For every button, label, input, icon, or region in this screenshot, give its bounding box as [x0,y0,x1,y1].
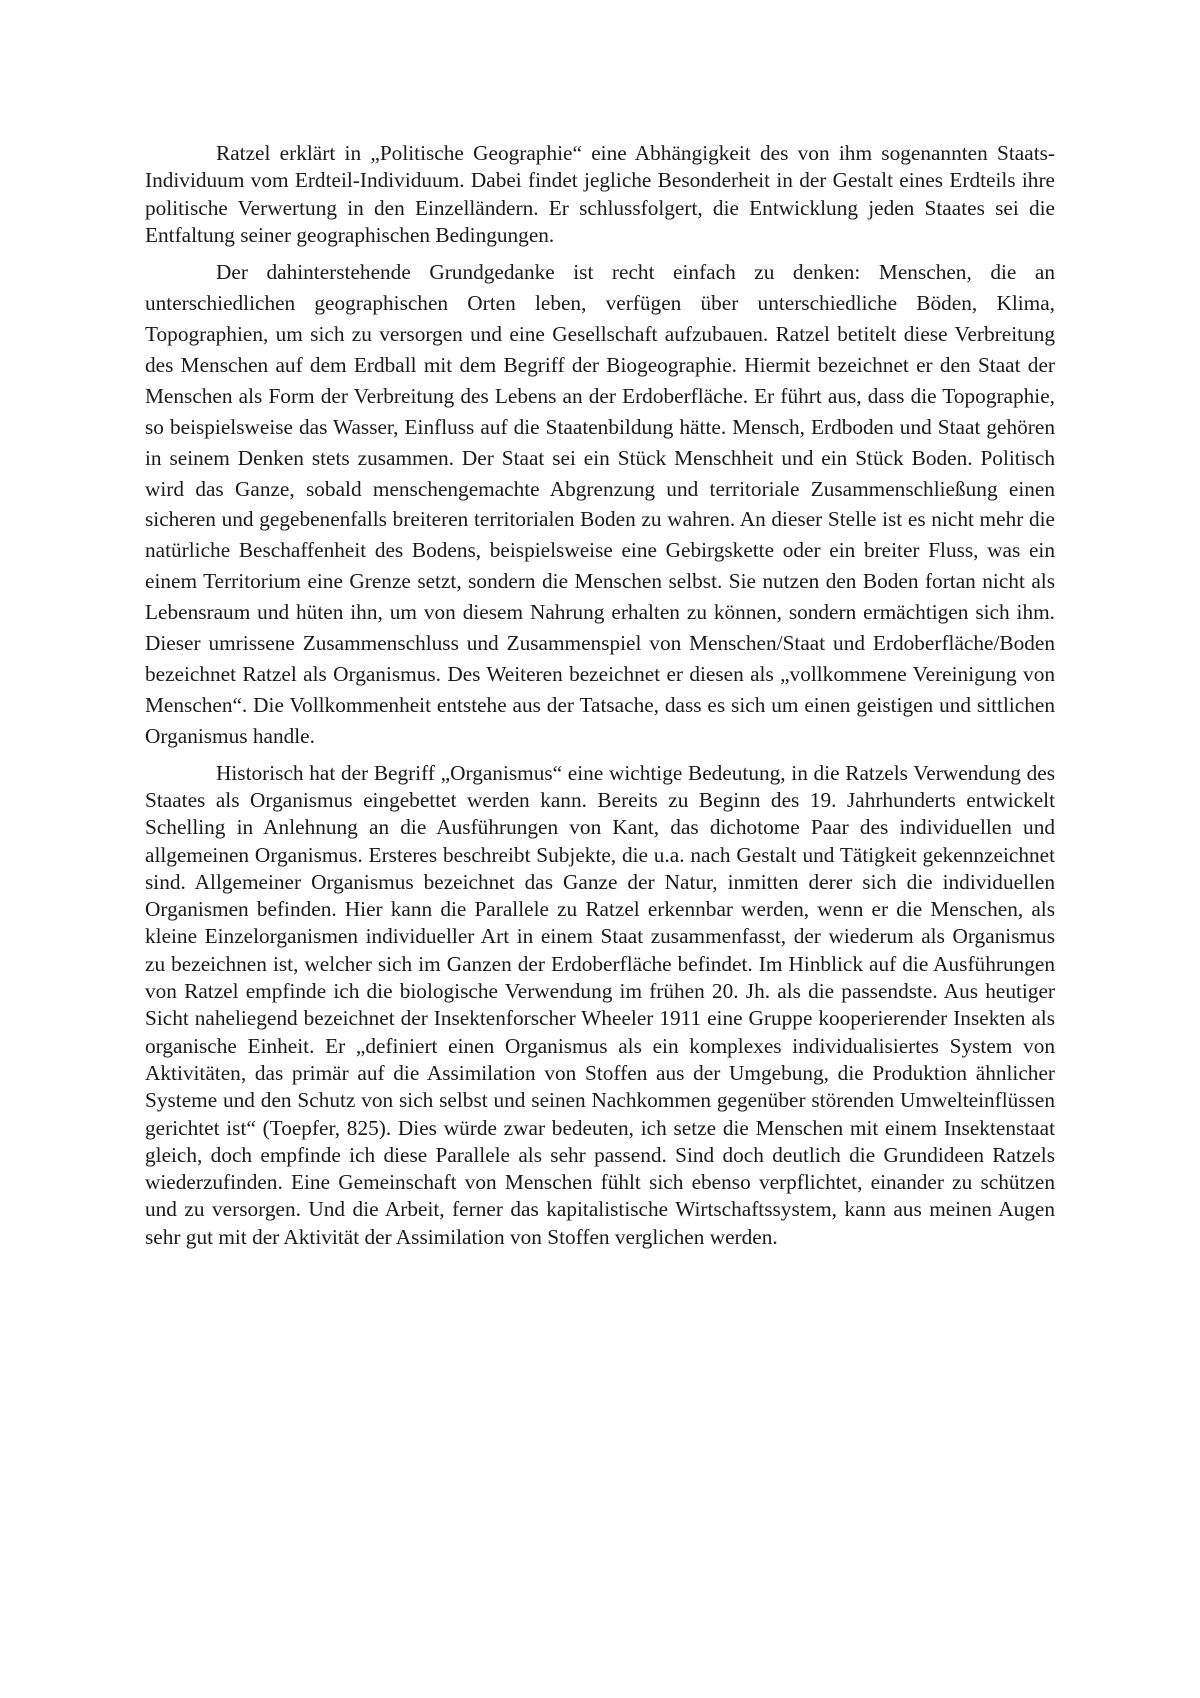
paragraph-3: Historisch hat der Begriff „Organismus“ eine wichtige Bedeutung, in die Ratzels Verwendung des Staates als Organismus eingebettet werden kann. Bereits zu Beginn des 19. Jahrhunderts entwickelt Schelling in Anlehnung an die Ausführungen von Kant, das dichotome Paar des individuellen und allgemeinen Organismus. Ersteres beschreibt Subjekte, die u.a. nach Gestalt und Tätigkeit gekennzeichnet sind. Allgemeiner Organismus bezeichnet das Ganze der Natur, inmitten derer sich die individuellen Organismen befinden. Hier kann die Parallele zu Ratzel erkennbar werden, wenn er die Menschen, als kleine Einzelorganismen individueller Art in einem Staat zusammenfasst, der wiederum als Organismus zu bezeichnen ist, welcher sich im Ganzen der Erdoberfläche befindet. Im Hinblick auf die Ausführungen von Ratzel empfinde ich die biologische Verwendung im frühen 20. Jh. als die passendste. Aus heutiger Sicht naheliegend bezeichnet der Insektenforscher Wheeler 1911 eine Gruppe kooperierender Insekten als organische Einheit. Er „definiert einen Organismus als ein komplexes individualisiertes System von Aktivitäten, das primär auf die Assimilation von Stoffen aus der Umgebung, die Produktion ähnlicher Systeme und den Schutz von sich selbst und seinen Nachkommen gegenüber störenden Umwelteinflüssen gerichtet ist“ (Toepfer, 825). Dies würde zwar bedeuten, ich setze die Menschen mit einem Insektenstaat gleich, doch empfinde ich diese Parallele als sehr passend. Sind doch deutlich die Grundideen Ratzels wiederzufinden. Eine Gemeinschaft von Menschen fühlt sich ebenso verpflichtet, einander zu schützen und zu versorgen. Und die Arbeit, ferner das kapitalistische Wirtschaftssystem, kann aus meinen Augen sehr gut mit der Aktivität der Assimilation von Stoffen verglichen werden. [145,760,1055,1249]
paragraph-1: Ratzel erklärt in „Politische Geographie“ eine Abhängigkeit des von ihm sogenannten Staats-Individuum vom Erdteil-Individuum. Dabei findet jegliche Besonderheit in der Gestalt eines Erdteils ihre politische Verwertung in den Einzelländern. Er schlussfolgert, die Entwicklung jeden Staates sei die Entfaltung seiner geographischen Bedingungen. [145,141,1055,247]
paragraph-2: Der dahinterstehende Grundgedanke ist recht einfach zu denken: Menschen, die an unterschiedlichen geographischen Orten leben, verfügen über unterschiedliche Böden, Klima, Topographien, um sich zu versorgen und eine Gesellschaft aufzubauen. Ratzel betitelt diese Verbreitung des Menschen auf dem Erdball mit dem Begriff der Biogeographie. Hiermit bezeichnet er den Staat der Menschen als Form der Verbreitung des Lebens an der Erdoberfläche. Er führt aus, dass die Topographie, so beispielsweise das Wasser, Einfluss auf die Staatenbildung hätte. Mensch, Erdboden und Staat gehören in seinem Denken stets zusammen. Der Staat sei ein Stück Menschheit und ein Stück Boden. Politisch wird das Ganze, sobald menschengemachte Abgrenzung und territoriale Zusammenschließung einen sicheren und gegebenenfalls breiteren territorialen Boden zu wahren. An dieser Stelle ist es nicht mehr die natürliche Beschaffenheit des Bodens, beispielsweise eine Gebirgskette oder ein breiter Fluss, was ein einem Territorium eine Grenze setzt, sondern die Menschen selbst. Sie nutzen den Boden fortan nicht als Lebensraum und hüten ihn, um von diesem Nahrung erhalten zu können, sondern ermächtigen sich ihm. Dieser umrissene Zusammenschluss und Zusammenspiel von Menschen/Staat und Erdoberfläche/Boden bezeichnet Ratzel als Organismus. Des Weiteren bezeichnet er diesen als „vollkommene Vereinigung von Menschen“. Die Vollkommenheit entstehe aus der Tatsache, dass es sich um einen geistigen und sittlichen Organismus handle. [145,260,1055,748]
body-text [145,140,1055,1259]
